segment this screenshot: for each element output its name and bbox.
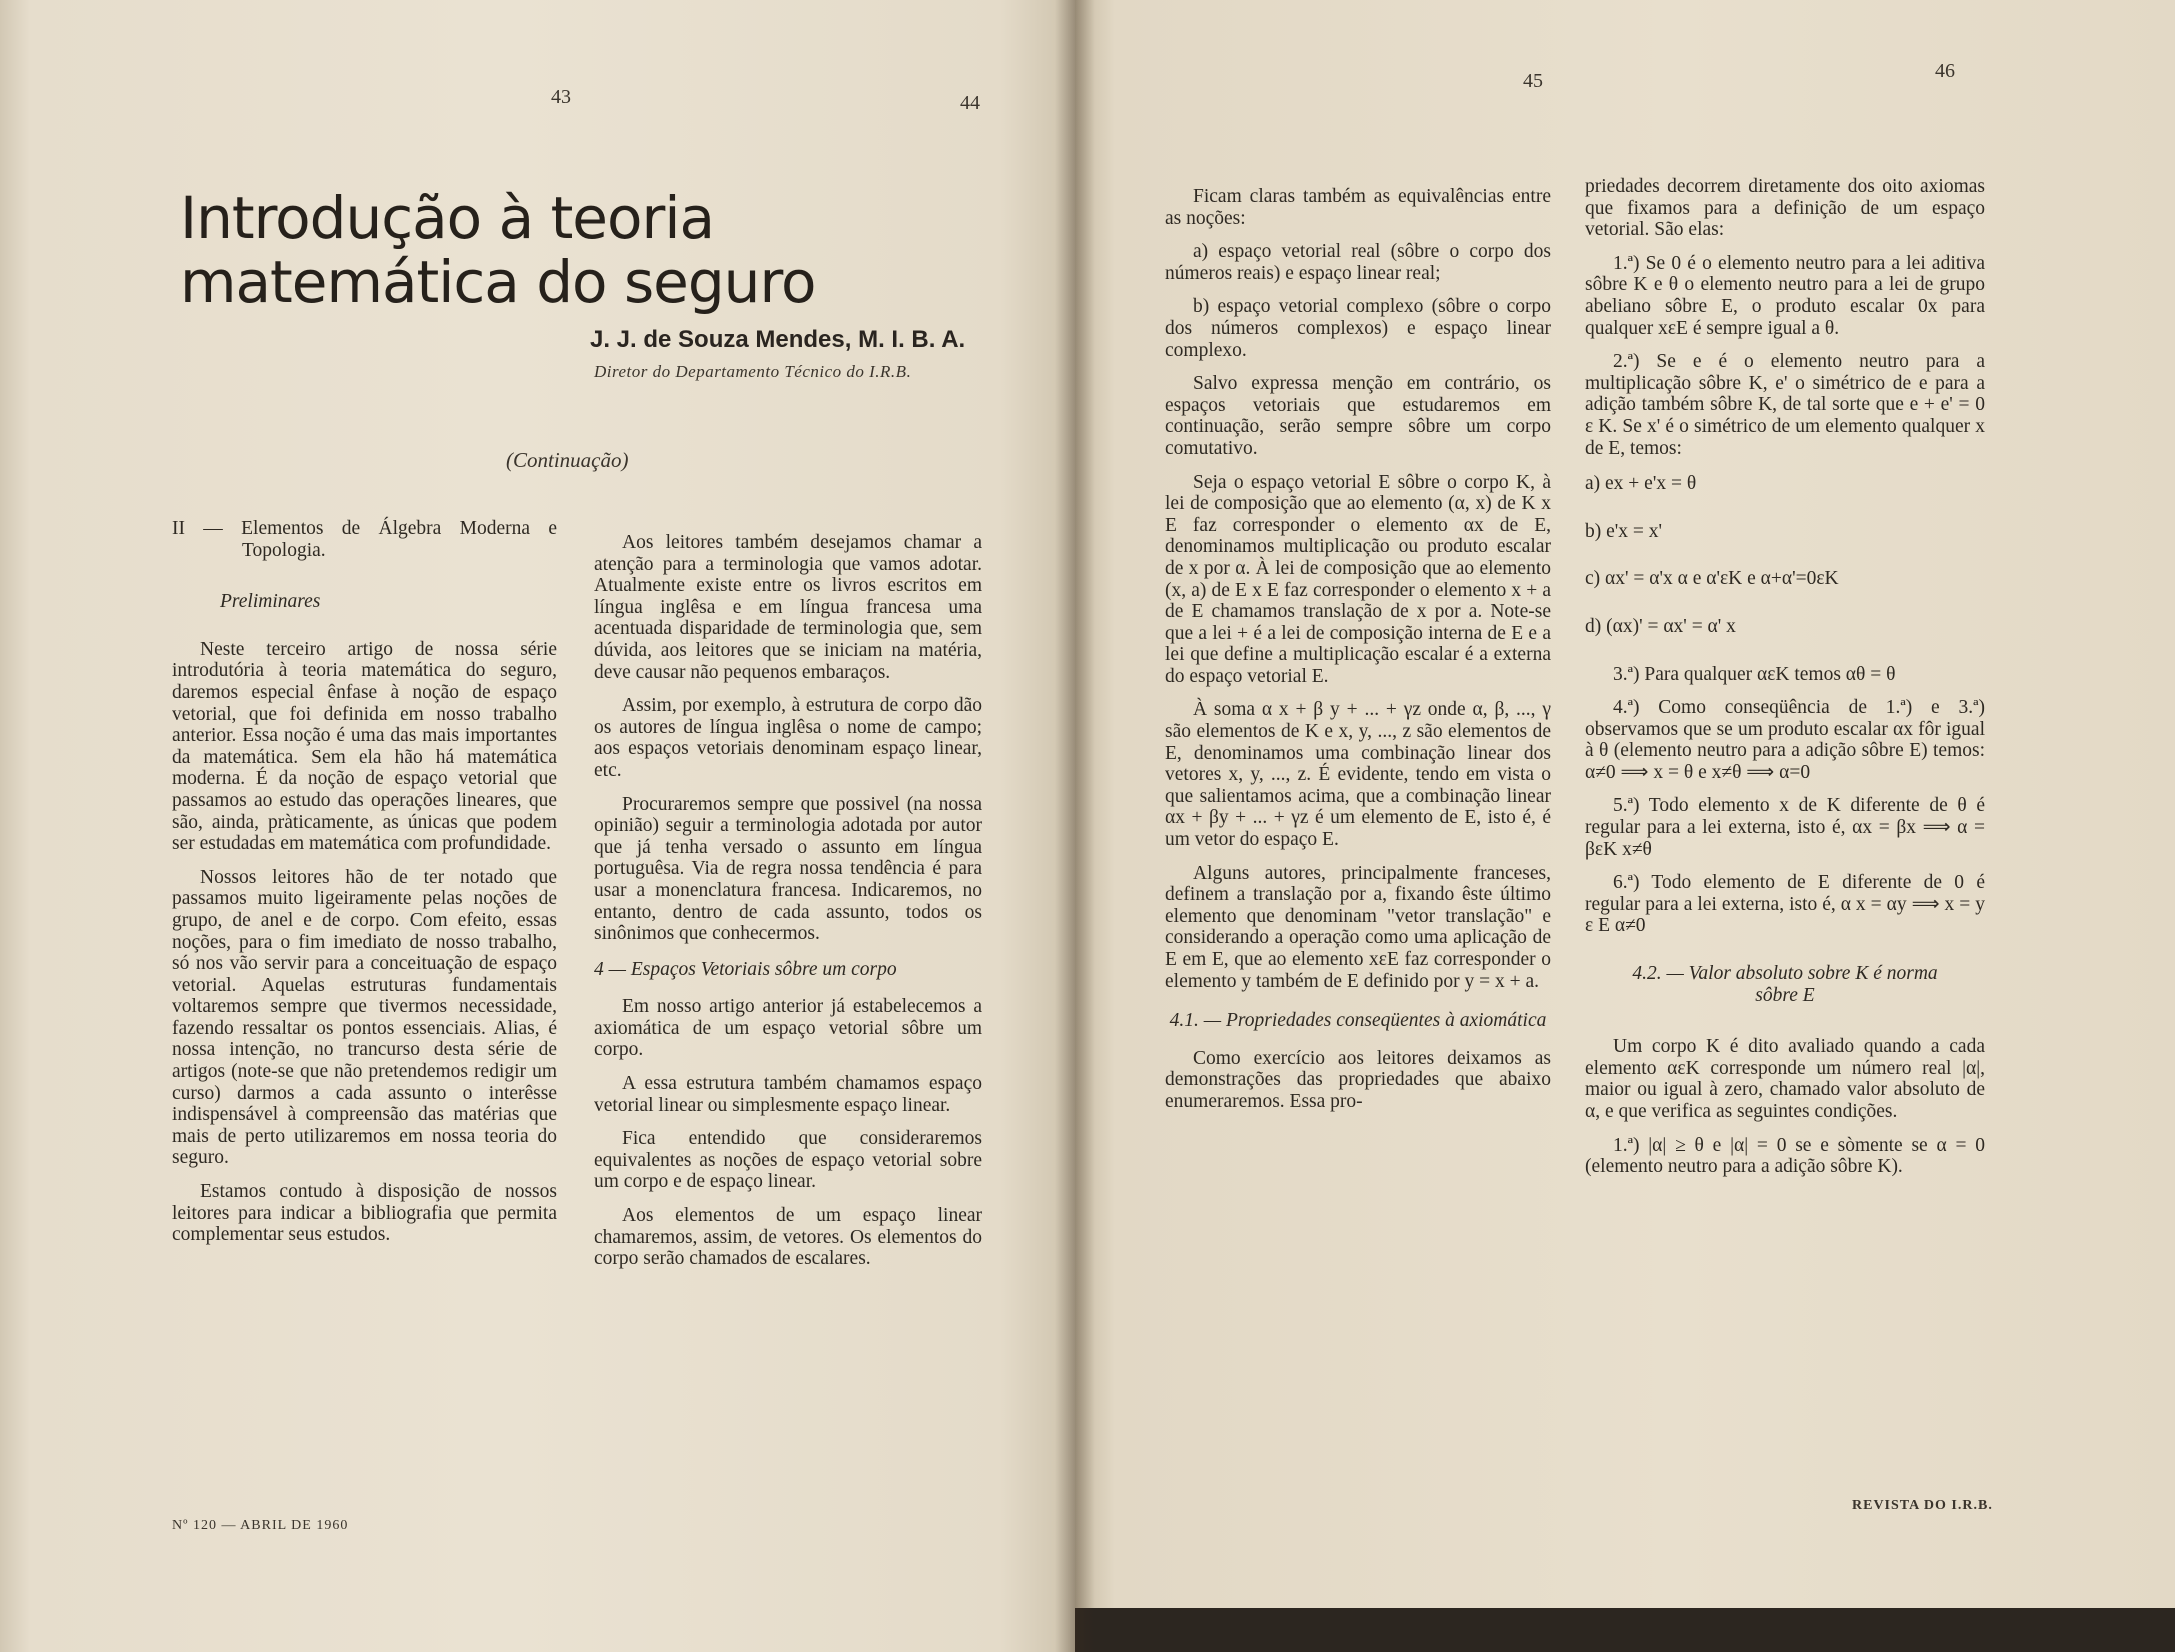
paragraph: Seja o espaço vetorial E sôbre o corpo K, à lei de composição que ao elemento (α, x) de K x E faz corresponder o elemento αx de E, denominamos multiplicação ou produto escalar de x por α. À lei de composição que ao elemento (x, a) de E x E faz corresponder o elemento x + a de E chamamos translação de x por a. Note-se que a lei + é a lei de composição interna de E e a lei que define a multiplicação escalar é a externa do espaço vetorial E. [1165,471,1551,687]
author-name: J. J. de Souza Mendes, M. I. B. A. [590,326,966,353]
continuation-note: (Continuação) [506,448,629,472]
paragraph: Ficam claras também as equivalências entre as noções: [1165,186,1551,229]
equation-d: d) (αx)' = αx' = α' x [1585,615,1736,637]
paragraph: Neste terceiro artigo de nossa série introdutória à teoria matemática do seguro, daremos especial ênfase à noção de espaço vetorial, que foi definida em nosso trabalho anterior. Essa noção é uma das mais importantes da matemática. Sem ela hão há matemática moderna. É da noção de espaço vetorial que passamos ao estudo das operações lineares, que são, ainda, pràticamente, as únicas que podem ser estudadas em matemática com profundidade. [172,638,557,855]
equation-c: c) αx' = α'x α e α'εK e α+α'=0εK [1585,568,1839,590]
paragraph: Fica entendido que consideraremos equivalentes as noções de espaço vetorial sobre um corpo e de espaço linear. [594,1128,982,1193]
equation-a: a) ex + e'x = θ [1585,473,1697,495]
page-number-44: 44 [960,92,980,114]
paragraph: b) espaço vetorial complexo (sôbre o corpo dos números complexos) e espaço linear complexo. [1165,296,1551,361]
book-gutter [1055,0,1095,1652]
absolute-value-condition-1: 1.ª) |α| ≥ θ e |α| = 0 se e sòmente se α = 0 (elemento neutro para a adição sôbre K). [1585,1134,1985,1178]
paragraph: Como exercício aos leitores deixamos as demonstrações das propriedades que abaixo enumeraremos. Essa pro- [1165,1047,1551,1112]
equation-b: b) e'x = x' [1585,520,1663,542]
paragraph: Assim, por exemplo, à estrutura de corpo dão os autores de língua inglêsa o nome de campo; aos espaços vetoriais denominam espaço linear, etc. [594,695,982,781]
paragraph: Aos leitores também desejamos chamar a atenção para a terminologia que vamos adotar. Atualmente existe entre os livros escritos em língua inglêsa e em língua francesa uma acentuada disparidade de terminologia que, sem dúvida, aos leitores que se iniciam na matéria, deve causar não pequenos embaraços. [594,532,982,683]
subheading-preliminares: Preliminares [220,591,321,613]
paragraph: priedades decorrem diretamente dos oito axiomas que fixamos para a definição de um espaço vetorial. São elas: [1585,176,1985,241]
section-heading-4: 4 — Espaços Vetoriais sôbre um corpo [594,958,897,980]
column-3 [1165,186,1551,1125]
section-heading-4-2: 4.2. — Valor absoluto sobre K é norma sôbre E [1632,963,1938,1006]
paragraph: À soma α x + β y + ... + γz onde α, β, ..., γ são elementos de K e x, y, ..., z são elementos de E, denominamos uma combinação linear dos vetores x, y, ..., z. É evidente, tendo em vista o que salientamos acima, que a combinação linear αx + βy + ... + γz é um elemento de E, isto é, é um vetor do espaço E. [1165,699,1551,851]
property-2: 2.ª) Se e é o elemento neutro para a multiplicação sôbre K, e' o simétrico de e para a adição também sôbre K, de tal sorte que e + e' = 0 ε K. Se x' é o simétrico de um elemento qualquer x de E, temos: [1585,351,1985,459]
right-page [1075,0,2175,1652]
paragraph: Salvo expressa menção em contrário, os espaços vetoriais que estudaremos em continuação, serão sempre sôbre um corpo comutativo. [1165,373,1551,459]
author-affiliation: Diretor do Departamento Técnico do I.R.B. [594,362,912,381]
column-1 [172,518,557,1258]
property-1: 1.ª) Se 0 é o elemento neutro para a lei aditiva sôbre K e θ o elemento neutro para a lei de grupo abeliano sôbre E, o produto escalar 0x para qualquer xεE é sempre igual a θ. [1585,252,1985,339]
page-number-43: 43 [551,86,571,108]
paragraph: Um corpo K é dito avaliado quando a cada elemento αεK corresponde um número real |α|, maior ou igual à zero, chamado valor absoluto de α, e que verifica as seguintes condições. [1585,1036,1985,1122]
book-bottom-edge [1075,1608,2175,1652]
left-page [0,0,1075,1652]
property-5: 5.ª) Todo elemento x de K diferente de θ é regular para a lei externa, isto é, αx = βx ⟹ α = βεK x≠θ [1585,795,1985,860]
paragraph: Aos elementos de um espaço linear chamaremos, assim, de vetores. Os elementos do corpo serão chamados de escalares. [594,1205,982,1270]
page-number-46: 46 [1935,60,1955,82]
footer-journal: REVISTA DO I.R.B. [1852,1498,1993,1513]
section-heading-ii: II — Elementos de Álgebra Moderna e Topologia. [172,518,557,561]
column-2 [594,532,982,1282]
footer-issue: Nº 120 — ABRIL DE 1960 [172,1518,349,1533]
section-heading-4-1: 4.1. — Propriedades conseqüentes à axiomática [1169,1010,1547,1032]
paragraph: A essa estrutura também chamamos espaço vetorial linear ou simplesmente espaço linear. [594,1073,982,1116]
paragraph: Alguns autores, principalmente franceses, definem a translação por a, fixando êste último elemento que denominam "vetor translação" e considerando a operação como uma aplicação de E em E, que ao elemento xεE faz corresponder o elemento y também de E definido por y = x + a. [1165,862,1551,992]
article-title: Introdução à teoria matemática do seguro [180,184,816,316]
property-4: 4.ª) Como conseqüência de 1.ª) e 3.ª) observamos que se um produto escalar αx fôr igual à θ (elemento neutro para a adição sôbre E) temos: α≠0 ⟹ x = θ e x≠θ ⟹ α=0 [1585,697,1985,783]
paragraph: Estamos contudo à disposição de nossos leitores para indicar a bibliografia que permita complementar seus estudos. [172,1181,557,1246]
paragraph: Procuraremos sempre que possivel (na nossa opinião) seguir a terminologia adotada por autor que já tenha versado o assunto em língua portuguêsa. Via de regra nossa tendência é para usar a monenclatura francesa. Indicaremos, no entanto, dentro de cada assunto, todos os sinônimos que conhecermos. [594,793,982,945]
property-3: 3.ª) Para qualquer αεK temos αθ = θ [1613,663,1896,685]
paragraph: Nossos leitores hão de ter notado que passamos muito ligeiramente pelas noções de grupo, de anel e de corpo. Com efeito, essas noções, para o fim imediato de nosso trabalho, só nos vão servir para a conceituação de espaço vetorial. Aquelas estruturas fundamentais voltaremos sempre que tivermos necessidade, fazendo ressaltar os pontos essenciais. Alias, é nossa intenção, no trancurso desta série de artigos (note-se que não pretendemos redigir um curso) darmos a cada assunto o interêsse indispensável à compreensão das matérias que mais de perto utilizaremos em nossa teoria do seguro. [172,866,557,1169]
property-6: 6.ª) Todo elemento de E diferente de 0 é regular para a lei externa, isto é, α x = αy ⟹ x = y ε E α≠0 [1585,872,1985,937]
column-4 [1585,176,1985,1190]
page-number-45: 45 [1523,70,1543,92]
paragraph: a) espaço vetorial real (sôbre o corpo dos números reais) e espaço linear real; [1165,241,1551,284]
paragraph: Em nosso artigo anterior já estabelecemos a axiomática de um espaço vetorial sôbre um corpo. [594,996,982,1061]
